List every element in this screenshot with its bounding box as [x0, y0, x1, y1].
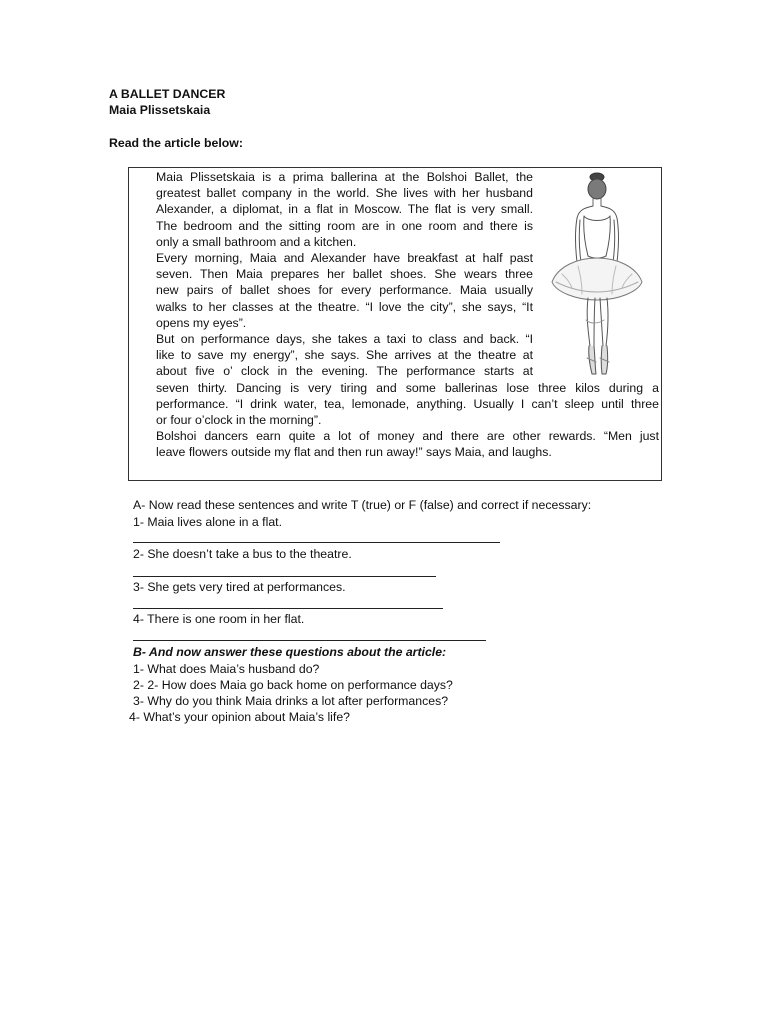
- exercise-b-item-1: 1- What does Maia’s husband do?: [133, 662, 320, 676]
- article-paragraph-1: Maia Plissetskaia is a prima ballerina at the Bolshoi Ballet, the greatest ballet company in the world. She lives with her husband Alexander, a diplomat, in a flat in Moscow. The flat is very small. The bedroom and the sitting room are in one room and there is only a small bathroom and a kitchen.: [156, 170, 533, 249]
- exercise-b-item-3: 3- Why do you think Maia drinks a lot after performances?: [133, 694, 449, 708]
- article-text: [156, 169, 659, 461]
- answer-line-4[interactable]: [133, 640, 486, 641]
- exercise-b-heading: B- And now answer these questions about the article:: [133, 645, 447, 659]
- exercise-b-item-4: 4- What’s your opinion about Maia’s life?: [129, 710, 351, 724]
- article-paragraph-3-top: But on performance days, she takes a taxi to class and back. “I like to save my energy”, she says. She arrives at the theatre at about five o’ clock in the evening. The performance starts at: [156, 332, 533, 379]
- answer-line-3[interactable]: [133, 608, 443, 609]
- answer-line-1[interactable]: [133, 542, 500, 543]
- exercise-a-item-1: 1- Maia lives alone in a flat.: [133, 515, 283, 529]
- exercise-a-item-3: 3- She gets very tired at performances.: [133, 580, 346, 594]
- exercise-a-heading: A- Now read these sentences and write T (true) or F (false) and correct if necessary:: [133, 498, 592, 512]
- answer-line-2[interactable]: [133, 576, 436, 577]
- exercise-a-item-4: 4- There is one room in her flat.: [133, 612, 305, 626]
- article-paragraph-3-bottom: seven thirty. Dancing is very tiring and some ballerinas lose three kilos during a performance. “I drink water, tea, lemonade, anything. Usually I can’t sleep until three or four o’clock in the morning”.: [156, 380, 659, 428]
- reading-instruction: Read the article below:: [109, 136, 243, 150]
- exercise-a-item-2: 2- She doesn’t take a bus to the theatre.: [133, 547, 352, 561]
- article-paragraph-2: Every morning, Maia and Alexander have breakfast at half past seven. Then Maia prepares her ballet shoes. She wears three new pairs of ballet shoes for every performance. Maia usually walks to her classes at the theatre. “I love the city”, she says, “It opens my eyes”.: [156, 251, 533, 330]
- exercise-b-item-2: 2- 2- How does Maia go back home on performance days?: [133, 678, 453, 692]
- worksheet-title: A BALLET DANCER: [109, 87, 226, 101]
- worksheet-subtitle: Maia Plissetskaia: [109, 103, 211, 117]
- article-paragraph-4: Bolshoi dancers earn quite a lot of money and there are other rewards. “Men just leave flowers outside my flat and then run away!” says Maia, and laughs.: [156, 429, 659, 460]
